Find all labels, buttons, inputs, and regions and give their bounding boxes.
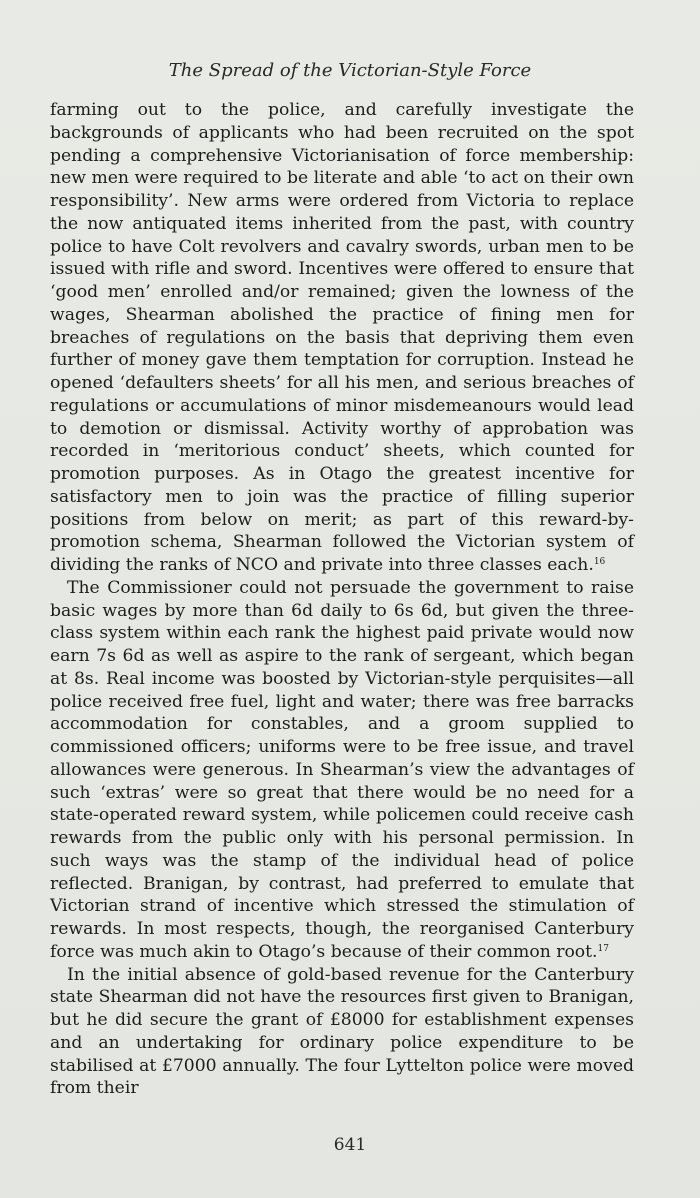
paragraph-1 <box>50 99 634 577</box>
paragraph-3 <box>50 964 634 1101</box>
paragraph-2-text: The Commissioner could not persuade the government to raise basic wages by more than 6d daily to 6s 6d, but given the three-class system within each rank the highest paid private would now earn 7s 6d as well as aspire to the rank of sergeant, which began at 8s. Real income was boosted by Victorian-style perquisites—all police received free fuel, light and water; there was free barracks accommodation for constables, and a groom supplied to commissioned officers; uniforms were to be free issue, and travel allowances were generous. In Shearman’s view the advantages of such ‘extras’ were so great that there would be no need for a state-operated reward system, while policemen could receive cash rewards from the public only with his personal permission. In such ways was the stamp of the individual head of police reflected. Branigan, by contrast, had preferred to emulate that Victorian strand of incentive which stressed the stimulation of rewards. In most respects, though, the reorganised Canterbury force was much akin to Otago’s because of their common root. <box>50 577 634 962</box>
page-number: 641 <box>333 1135 367 1155</box>
paragraph-2 <box>50 577 634 964</box>
paragraph-3-text: In the initial absence of gold-based revenue for the Canterbury state Shearman did not have the resources first given to Branigan, but he did secure the grant of £8000 for establishment expenses and an undertaking for ordinary police expenditure to be stabilised at £7000 annually. The four Lyttelton police were moved from their <box>50 964 634 1099</box>
footnote-ref-16[interactable]: 16 <box>593 557 606 567</box>
body-text <box>50 99 634 1100</box>
footnote-ref-17[interactable]: 17 <box>597 943 609 954</box>
paragraph-1-text: farming out to the police, and carefully investigate the backgrounds of applicants who had been recruited on the spot pending a comprehensive Victorianisation of force membership: new men were required to be literate and able ‘to act on their own responsibility’. New arms were ordered from Victoria to replace the now antiquated items inherited from the past, with country police to have Colt revolvers and cavalry swords, urban men to be issued with rifle and sword. Incentives were offered to ensure that ‘good men’ enrolled and/or remained; given the lowness of the wages, Shearman abolished the practice of fining men for breaches of regulations on the basis that depriving them even further of money gave them temptation for corruption. Instead he opened ‘defaulters sheets’ for all his men, and serious breaches of regulations or accumulations of minor misdemeanours would lead to demotion or dismissal. Activity worthy of approbation was recorded in ‘meritorious conduct’ sheets, which counted for promotion purposes. As in Otago the greatest incentive for satisfactory men to join was the practice of filling superior positions from below on merit; as part of this reward-by-promotion schema, Shearman followed the Victorian system of dividing the ranks of NCO and private into three classes each. <box>50 100 634 575</box>
running-head: The Spread of the Victorian-Style Force <box>168 60 532 81</box>
